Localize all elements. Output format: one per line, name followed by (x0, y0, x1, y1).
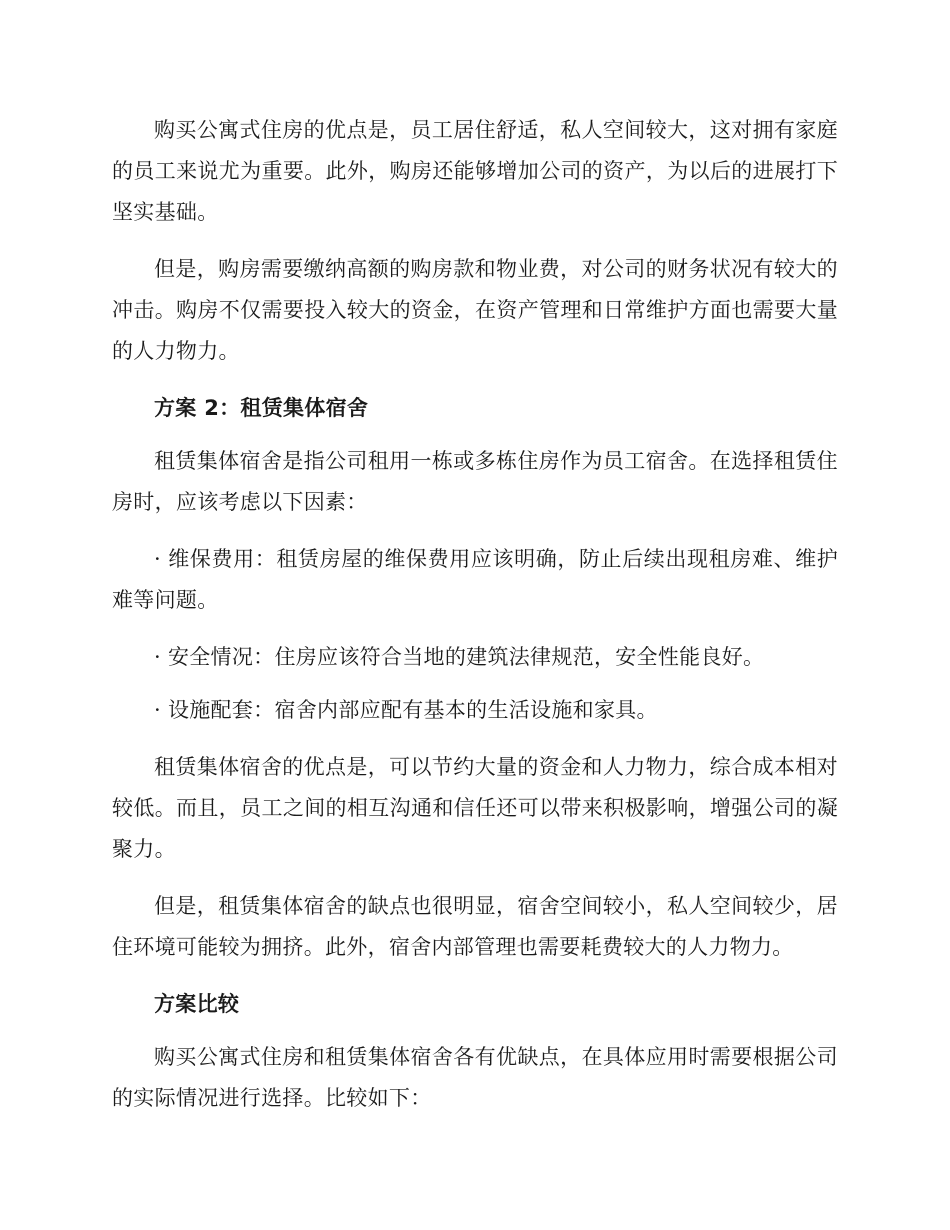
bullet-maintenance-cost: · 维保费用：租赁房屋的维保费用应该明确，防止后续出现租房难、维护难等问题。 (112, 547, 838, 612)
heading-plan-2: 方案 2：租赁集体宿舍 (154, 396, 369, 420)
bullet-safety: · 安全情况：住房应该符合当地的建筑法律规范，安全性能良好。 (154, 645, 765, 669)
paragraph-purchase-advantages: 购买公寓式住房的优点是，员工居住舒适，私人空间较大，这对拥有家庭的员工来说尤为重要。此外，购房还能够增加公司的资产，为以后的进展打下坚实基础。 (112, 118, 838, 224)
paragraph-rental-advantages: 租赁集体宿舍的优点是，可以节约大量的资金和人力物力，综合成本相对较低。而且，员工之间的相互沟通和信任还可以带来积极影响，增强公司的凝聚力。 (112, 755, 838, 861)
bullet-facilities: · 设施配套：宿舍内部应配有基本的生活设施和家具。 (154, 698, 658, 722)
paragraph-purchase-disadvantages: 但是，购房需要缴纳高额的购房款和物业费，对公司的财务状况有较大的冲击。购房不仅需要投入较大的资金，在资产管理和日常维护方面也需要大量的人力物力。 (112, 257, 838, 363)
paragraph-rental-intro: 租赁集体宿舍是指公司租用一栋或多栋住房作为员工宿舍。在选择租赁住房时，应该考虑以下因素： (112, 449, 838, 514)
paragraph-comparison-intro: 购买公寓式住房和租赁集体宿舍各有优缺点，在具体应用时需要根据公司的实际情况进行选择。比较如下： (112, 1045, 838, 1110)
heading-comparison: 方案比较 (154, 992, 240, 1016)
paragraph-rental-disadvantages: 但是，租赁集体宿舍的缺点也很明显，宿舍空间较小，私人空间较少，居住环境可能较为拥挤。此外，宿舍内部管理也需要耗费较大的人力物力。 (112, 894, 838, 959)
